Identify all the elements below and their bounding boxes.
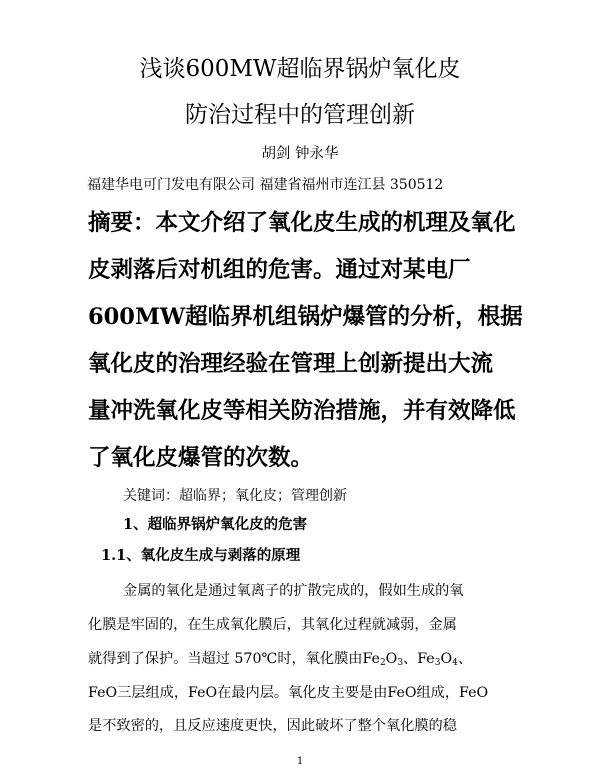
abstract-line: 了氧化皮爆管的次数。 — [88, 445, 314, 471]
subscript: 3 — [397, 658, 404, 668]
section-heading-1: 1、超临界锅炉氧化皮的危害 — [123, 516, 308, 533]
abstract-line: 皮剥落后对机组的危害。通过对某电厂 — [88, 257, 471, 283]
body-text: O — [440, 651, 453, 667]
subscript: 3 — [434, 658, 441, 668]
body-line: 化膜是牢固的，在生成氧化膜后，其氧化过程就减弱，金属 — [88, 617, 457, 633]
body-text: 、Fe — [403, 651, 435, 667]
section-heading-1-1: 1.1、氧化皮生成与剥落的原理 — [101, 547, 301, 564]
body-text: O — [385, 651, 398, 667]
abstract-line: 600MW超临界机组锅炉爆管的分析，根据 — [88, 304, 523, 330]
body-text: 、 — [457, 651, 473, 667]
affiliation: 福建华电可门发电有限公司 福建省福州市连江县 350512 — [87, 177, 444, 193]
subscript: 2 — [379, 658, 386, 668]
body-text: 就得到了保护。当超过 570℃时，氧化膜由Fe — [88, 651, 380, 667]
page-number: 1 — [296, 756, 304, 767]
body-line: FeO三层组成，FeO在最内层。氧化皮主要是由FeO组成，FeO — [88, 685, 489, 701]
title-line-2: 防治过程中的管理创新 — [185, 102, 415, 128]
body-line — [88, 652, 472, 666]
title-line-1: 浅谈600MW超临界锅炉氧化皮 — [139, 56, 461, 82]
body-line: 金属的氧化是通过氧离子的扩散完成的，假如生成的氧 — [123, 583, 464, 599]
abstract-line: 量冲洗氧化皮等相关防治措施，并有效降低 — [88, 398, 516, 424]
authors: 胡剑 钟永华 — [261, 146, 339, 162]
subscript: 4 — [452, 658, 458, 668]
body-line: 是不致密的，且反应速度更快，因此破坏了整个氧化膜的稳 — [88, 718, 457, 734]
keywords: 关键词：超临界；氧化皮；管理创新 — [123, 488, 347, 504]
abstract-line: 摘要：本文介绍了氧化皮生成的机理及氧化 — [88, 210, 516, 236]
abstract-line: 氧化皮的治理经验在管理上创新提出大流 — [88, 351, 494, 377]
